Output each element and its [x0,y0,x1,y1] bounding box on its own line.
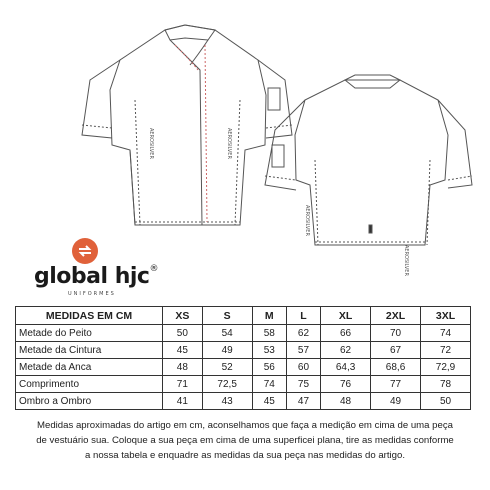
logo-arrows-icon [72,238,98,264]
size-header: S [202,307,252,325]
table-row [16,342,471,359]
table-cell: 75 [286,376,320,393]
global-hjc-logo [34,236,158,306]
table-cell: 77 [371,376,421,393]
table-cell: 72,9 [421,359,471,376]
size-header: 3XL [421,307,471,325]
table-cell: 49 [202,342,252,359]
table-cell: 45 [252,393,286,410]
table-cell: 72 [421,342,471,359]
table-cell: 62 [321,342,371,359]
table-cell: 72,5 [202,376,252,393]
jacket-back-view [265,75,472,276]
table-cell: 76 [321,376,371,393]
table-header-label: MEDIDAS EM CM [16,307,163,325]
table-row [16,393,471,410]
front-right-side-label: AEROSILVER [226,128,232,159]
table-cell: 78 [421,376,471,393]
table-cell: 43 [202,393,252,410]
table-cell: 53 [252,342,286,359]
table-cell: 41 [163,393,203,410]
size-header: XS [163,307,203,325]
table-cell: 50 [421,393,471,410]
table-row [16,376,471,393]
table-cell: 70 [371,325,421,342]
table-cell: 60 [286,359,320,376]
table-cell: 71 [163,376,203,393]
table-cell: 74 [252,376,286,393]
table-cell: 52 [202,359,252,376]
row-label: Metade do Peito [16,325,163,342]
jacket-front-view [82,25,292,225]
table-cell: 48 [321,393,371,410]
table-cell: 68,6 [371,359,421,376]
table-row [16,359,471,376]
note-line: de vestuário sua. Coloque a sua peça em cima de uma superficei plana, tire as medidas conforme [36,435,454,446]
size-chart-table [15,306,471,410]
back-right-side-label: AEROSILVER [403,245,409,276]
front-left-side-label: AEROSILVER [148,128,154,159]
table-row [16,325,471,342]
chef-jacket-illustration [60,0,490,276]
logo-subtitle: UNIFORMES [68,291,116,297]
row-label: Comprimento [16,376,163,393]
table-cell: 54 [202,325,252,342]
table-cell: 66 [321,325,371,342]
table-cell: 50 [163,325,203,342]
table-cell: 57 [286,342,320,359]
logo-name: global hjc® [34,264,158,289]
table-cell: 64,3 [321,359,371,376]
note-line: a nossa tabela e enquadre as medidas da sua peça nas medidas do artigo. [84,450,405,461]
table-cell: 62 [286,325,320,342]
table-cell: 56 [252,359,286,376]
row-label: Ombro a Ombro [16,393,163,410]
size-header: M [252,307,286,325]
row-label: Metade da Anca [16,359,163,376]
table-header-row [16,307,471,325]
table-cell: 48 [163,359,203,376]
size-header: L [286,307,320,325]
size-header: XL [321,307,371,325]
measurement-note [12,418,478,463]
table-cell: 49 [371,393,421,410]
table-cell: 58 [252,325,286,342]
back-left-side-label: AEROSILVER [304,205,310,236]
table-cell: 74 [421,325,471,342]
row-label: Metade da Cintura [16,342,163,359]
note-line: Medidas aproximadas do artigo em cm, aconselhamos que faça a medição em cima de uma peça [37,420,453,431]
size-header: 2XL [371,307,421,325]
table-cell: 47 [286,393,320,410]
table-cell: 45 [163,342,203,359]
table-cell: 67 [371,342,421,359]
